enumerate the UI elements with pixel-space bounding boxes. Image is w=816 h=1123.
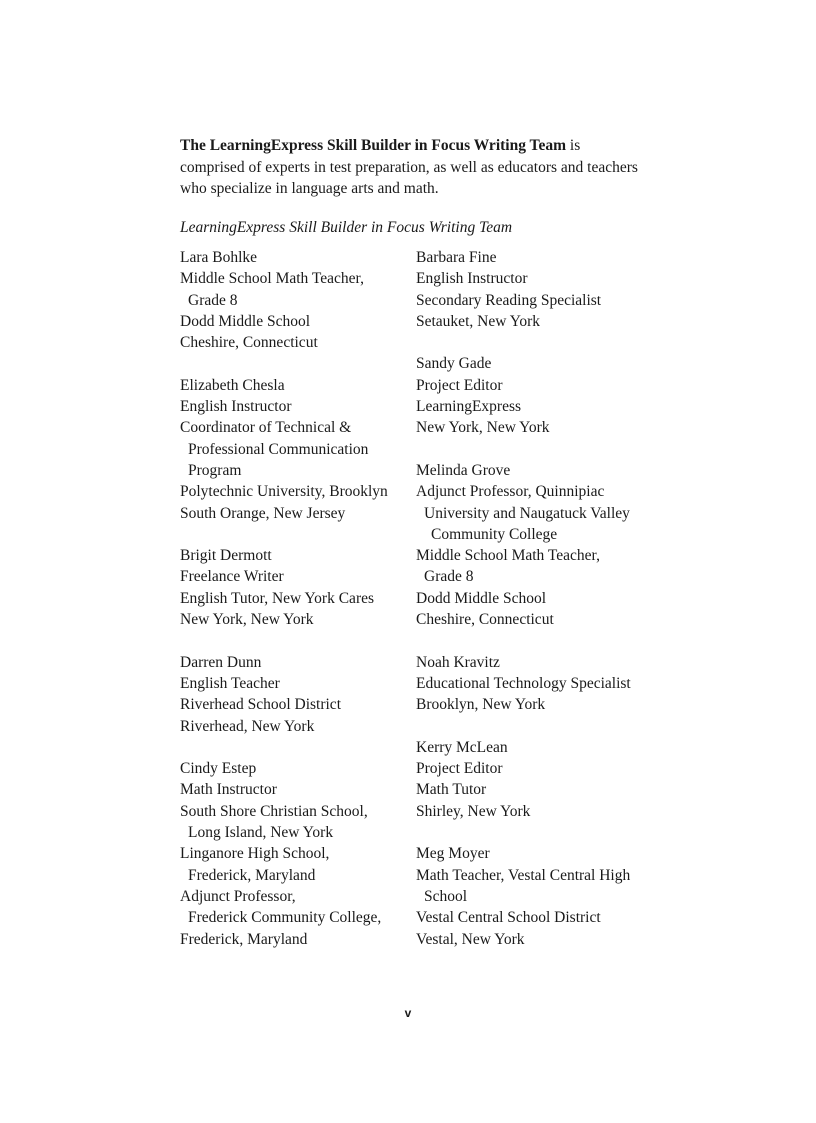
member-detail: Grade 8 bbox=[188, 291, 238, 309]
member-entry bbox=[416, 247, 644, 332]
intro-bold: The LearningExpress Skill Builder in Focus Writing Team bbox=[180, 137, 567, 154]
member-detail: Project Editor bbox=[416, 760, 503, 778]
member-detail: Riverhead, New York bbox=[180, 717, 315, 735]
member-entry bbox=[416, 460, 644, 630]
member-detail: English Instructor bbox=[416, 270, 528, 288]
member-entry bbox=[180, 247, 408, 353]
member-entry bbox=[416, 737, 644, 822]
member-detail: University and Naugatuck Valley bbox=[424, 504, 630, 522]
member-entry bbox=[416, 652, 644, 716]
member-name: Sandy Gade bbox=[416, 355, 492, 373]
member-detail: Educational Technology Specialist bbox=[416, 674, 631, 692]
member-detail: Freelance Writer bbox=[180, 568, 284, 586]
member-detail: Community College bbox=[431, 525, 558, 543]
member-detail: South Shore Christian School, bbox=[180, 802, 368, 820]
member-name: Darren Dunn bbox=[180, 653, 262, 671]
member-detail: Polytechnic University, Brooklyn bbox=[180, 483, 388, 501]
member-detail: Math Tutor bbox=[416, 781, 487, 799]
member-detail: Grade 8 bbox=[424, 568, 474, 586]
member-detail: Math Instructor bbox=[180, 781, 277, 799]
intro-paragraph bbox=[180, 135, 638, 200]
member-detail: Program bbox=[188, 461, 242, 479]
member-detail: Cheshire, Connecticut bbox=[416, 611, 554, 629]
member-detail: Adjunct Professor, bbox=[180, 887, 296, 905]
member-detail: Frederick Community College, bbox=[188, 909, 382, 927]
member-detail: New York, New York bbox=[416, 419, 550, 437]
member-entry bbox=[180, 758, 408, 950]
member-detail: Brooklyn, New York bbox=[416, 696, 546, 714]
member-detail: Frederick, Maryland bbox=[188, 866, 316, 884]
member-entry bbox=[180, 652, 408, 737]
member-detail: Shirley, New York bbox=[416, 802, 531, 820]
member-entry bbox=[416, 843, 644, 949]
member-detail: Cheshire, Connecticut bbox=[180, 334, 318, 352]
member-name: Melinda Grove bbox=[416, 461, 511, 479]
member-detail: New York, New York bbox=[180, 611, 314, 629]
member-detail: LearningExpress bbox=[416, 398, 522, 416]
member-name: Lara Bohlke bbox=[180, 249, 258, 266]
member-name: Brigit Dermott bbox=[180, 547, 272, 565]
page-number: v bbox=[404, 1006, 412, 1020]
member-name: Kerry McLean bbox=[416, 738, 508, 756]
member-detail: Middle School Math Teacher, bbox=[180, 270, 364, 288]
member-detail: Dodd Middle School bbox=[416, 589, 547, 607]
member-detail: Coordinator of Technical & bbox=[180, 419, 352, 437]
member-detail: Long Island, New York bbox=[188, 824, 334, 842]
member-detail: English Teacher bbox=[180, 674, 280, 692]
member-entry bbox=[180, 545, 408, 630]
member-detail: English Instructor bbox=[180, 398, 292, 416]
member-name: Elizabeth Chesla bbox=[180, 376, 285, 394]
member-detail: Adjunct Professor, Quinnipiac bbox=[416, 483, 605, 501]
right-column bbox=[416, 247, 644, 971]
member-detail: Setauket, New York bbox=[416, 312, 540, 330]
member-entry bbox=[416, 353, 644, 438]
member-detail: Dodd Middle School bbox=[180, 312, 311, 330]
member-name: Cindy Estep bbox=[180, 760, 257, 778]
member-detail: Project Editor bbox=[416, 376, 503, 394]
member-name: Noah Kravitz bbox=[416, 653, 500, 671]
member-name: Meg Moyer bbox=[416, 845, 490, 863]
intro-text: is comprised of experts in test preparation, as well as educators and teachers who specialize in language arts and math. bbox=[180, 137, 638, 197]
member-detail: Middle School Math Teacher, bbox=[416, 547, 600, 565]
left-column bbox=[180, 247, 408, 971]
member-detail: Vestal Central School District bbox=[416, 909, 601, 927]
member-detail: Vestal, New York bbox=[416, 930, 525, 948]
member-detail: English Tutor, New York Cares bbox=[180, 589, 375, 607]
member-detail: Frederick, Maryland bbox=[180, 930, 308, 948]
member-detail: School bbox=[424, 887, 468, 905]
member-detail: Math Teacher, Vestal Central High bbox=[416, 866, 631, 884]
member-entry bbox=[180, 375, 408, 524]
member-detail: South Orange, New Jersey bbox=[180, 504, 346, 522]
member-name: Barbara Fine bbox=[416, 249, 497, 266]
member-detail: Linganore High School, bbox=[180, 845, 330, 863]
team-heading: LearningExpress Skill Builder in Focus Writing Team bbox=[180, 219, 513, 236]
member-detail: Riverhead School District bbox=[180, 696, 341, 714]
member-detail: Secondary Reading Specialist bbox=[416, 291, 602, 309]
member-detail: Professional Communication bbox=[188, 440, 369, 458]
